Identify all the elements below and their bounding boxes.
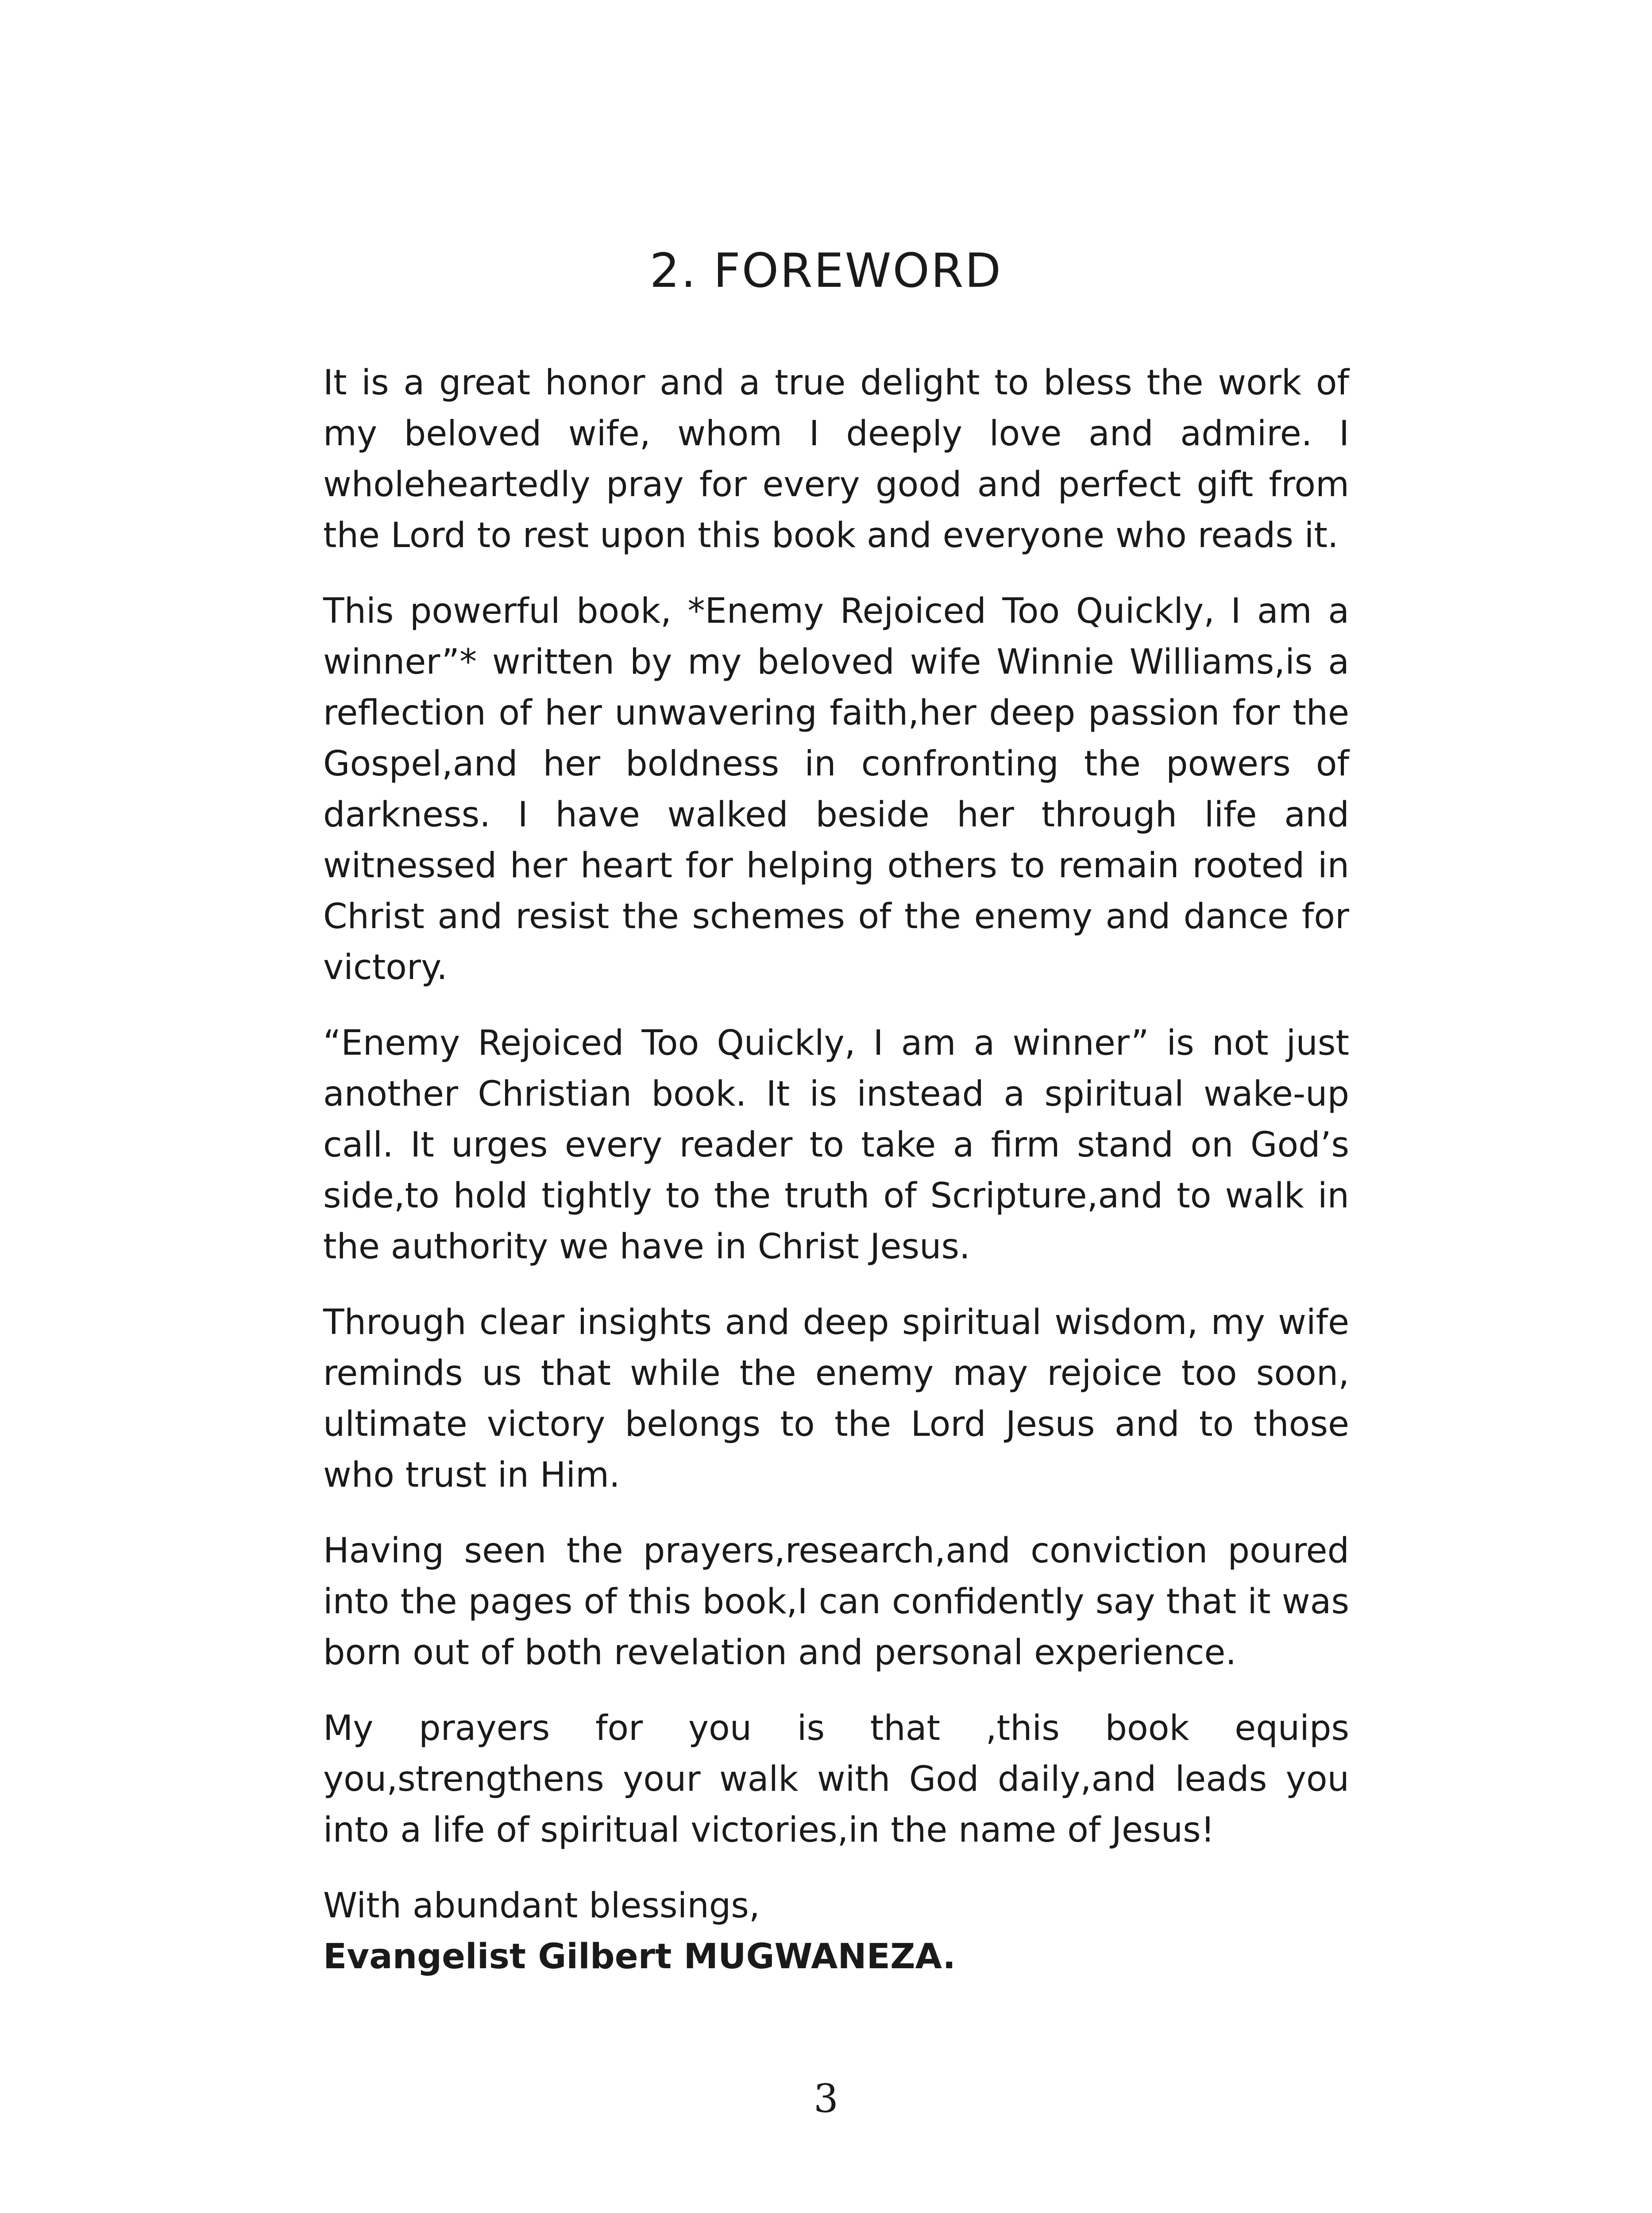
paragraph-6: My prayers for you is that ,this book equips you,strengthens your walk with God daily,and leads you into a life of spiritual victories,in the name of Jesus! (323, 1708, 1349, 1850)
paragraph-1: It is a great honor and a true delight to bless the work of my beloved wife, whom I deeply love and admire. I wholeheartedly pray for every good and perfect gift from the Lord to rest upon this book and everyone who reads it. (323, 363, 1349, 555)
page-number: 3 (814, 2076, 838, 2121)
foreword-body (323, 358, 1349, 1982)
signature: Evangelist Gilbert MUGWANEZA. (323, 1937, 956, 1977)
page-title: 2. FOREWORD (649, 243, 1003, 298)
paragraph-5: Having seen the prayers,research,and conviction poured into the pages of this book,I can confidently say that it was born out of both revelation and personal experience. (323, 1531, 1349, 1673)
paragraph-2: This powerful book, *Enemy Rejoiced Too Quickly, I am a winner”* written by my beloved wife Winnie Williams,is a reflection of her unwavering faith,her deep passion for the Gospel,and her boldness in confronting the powers of darkness. I have walked beside her through life and witnessed her heart for helping others to remain rooted in Christ and resist the schemes of the enemy and dance for victory. (323, 591, 1349, 987)
paragraph-3: “Enemy Rejoiced Too Quickly, I am a winner” is not just another Christian book. It is instead a spiritual wake-up call. It urges every reader to take a firm stand on God’s side,to hold tightly to the truth of Scripture,and to walk in the authority we have in Christ Jesus. (323, 1023, 1349, 1267)
paragraph-4: Through clear insights and deep spiritual wisdom, my wife reminds us that while the enemy may rejoice too soon, ultimate victory belongs to the Lord Jesus and to those who trust in Him. (323, 1303, 1349, 1495)
signoff: With abundant blessings, (323, 1886, 760, 1926)
